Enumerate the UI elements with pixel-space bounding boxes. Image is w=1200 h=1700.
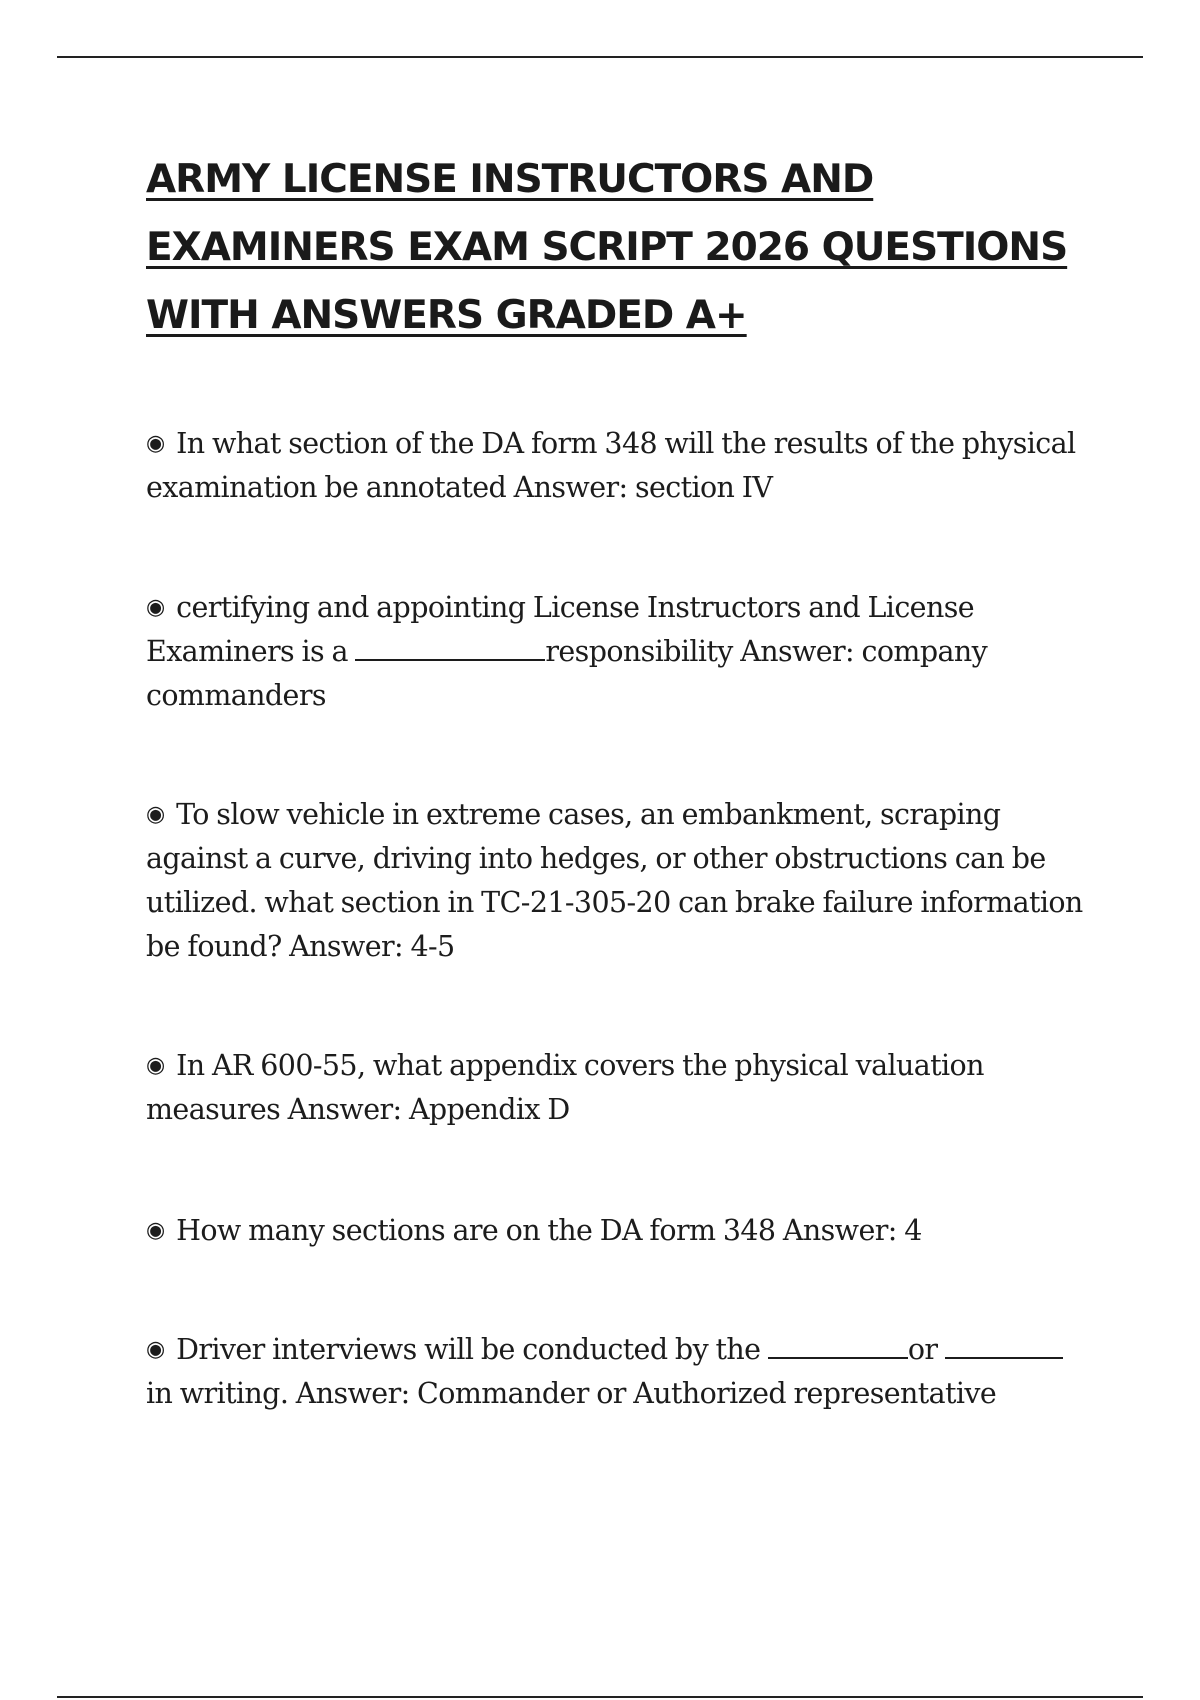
question-item xyxy=(146,1328,1086,1416)
bullet-icon: ◉ xyxy=(146,802,165,827)
bullet-icon: ◉ xyxy=(146,595,165,620)
title-line-2: EXAMINERS EXAM SCRIPT 2026 QUESTIONS xyxy=(146,225,1068,270)
question-text: In what section of the DA form 348 will the results of the physical examination be annotated Answer: section IV xyxy=(146,427,1076,504)
fill-in-blank xyxy=(768,1333,908,1359)
question-text: responsibility Answer: company commanders xyxy=(146,635,988,712)
question-item xyxy=(146,586,1086,718)
bullet-icon: ◉ xyxy=(146,1218,165,1243)
bottom-divider xyxy=(57,1696,1143,1698)
fill-in-blank xyxy=(355,635,545,661)
bullet-icon: ◉ xyxy=(146,1337,165,1362)
question-item xyxy=(146,422,1086,510)
question-text: To slow vehicle in extreme cases, an embankment, scraping against a curve, driving into hedges, or other obstructions can be utilized. what section in TC-21-305-20 can brake failure information be found? Answer: 4-5 xyxy=(146,798,1083,963)
question-text: Driver interviews will be conducted by the xyxy=(176,1333,768,1366)
question-text: How many sections are on the DA form 348 Answer: 4 xyxy=(176,1214,922,1247)
bullet-icon: ◉ xyxy=(146,1053,165,1078)
bullet-icon: ◉ xyxy=(146,431,165,456)
title-line-3: WITH ANSWERS GRADED A+ xyxy=(146,293,747,338)
document-title xyxy=(146,146,1106,350)
title-line-1: ARMY LICENSE INSTRUCTORS AND xyxy=(146,157,874,202)
question-item xyxy=(146,1209,1086,1253)
question-text: In AR 600-55, what appendix covers the physical valuation measures Answer: Appendix D xyxy=(146,1049,984,1126)
fill-in-blank xyxy=(945,1333,1063,1359)
question-item xyxy=(146,793,1086,969)
question-text: certifying and appointing License Instructors and License Examiners is a xyxy=(146,591,974,668)
question-item xyxy=(146,1044,1086,1132)
top-divider xyxy=(57,56,1143,58)
question-text: in writing. Answer: Commander or Authorized representative xyxy=(146,1377,997,1410)
question-text: or xyxy=(907,1333,945,1366)
